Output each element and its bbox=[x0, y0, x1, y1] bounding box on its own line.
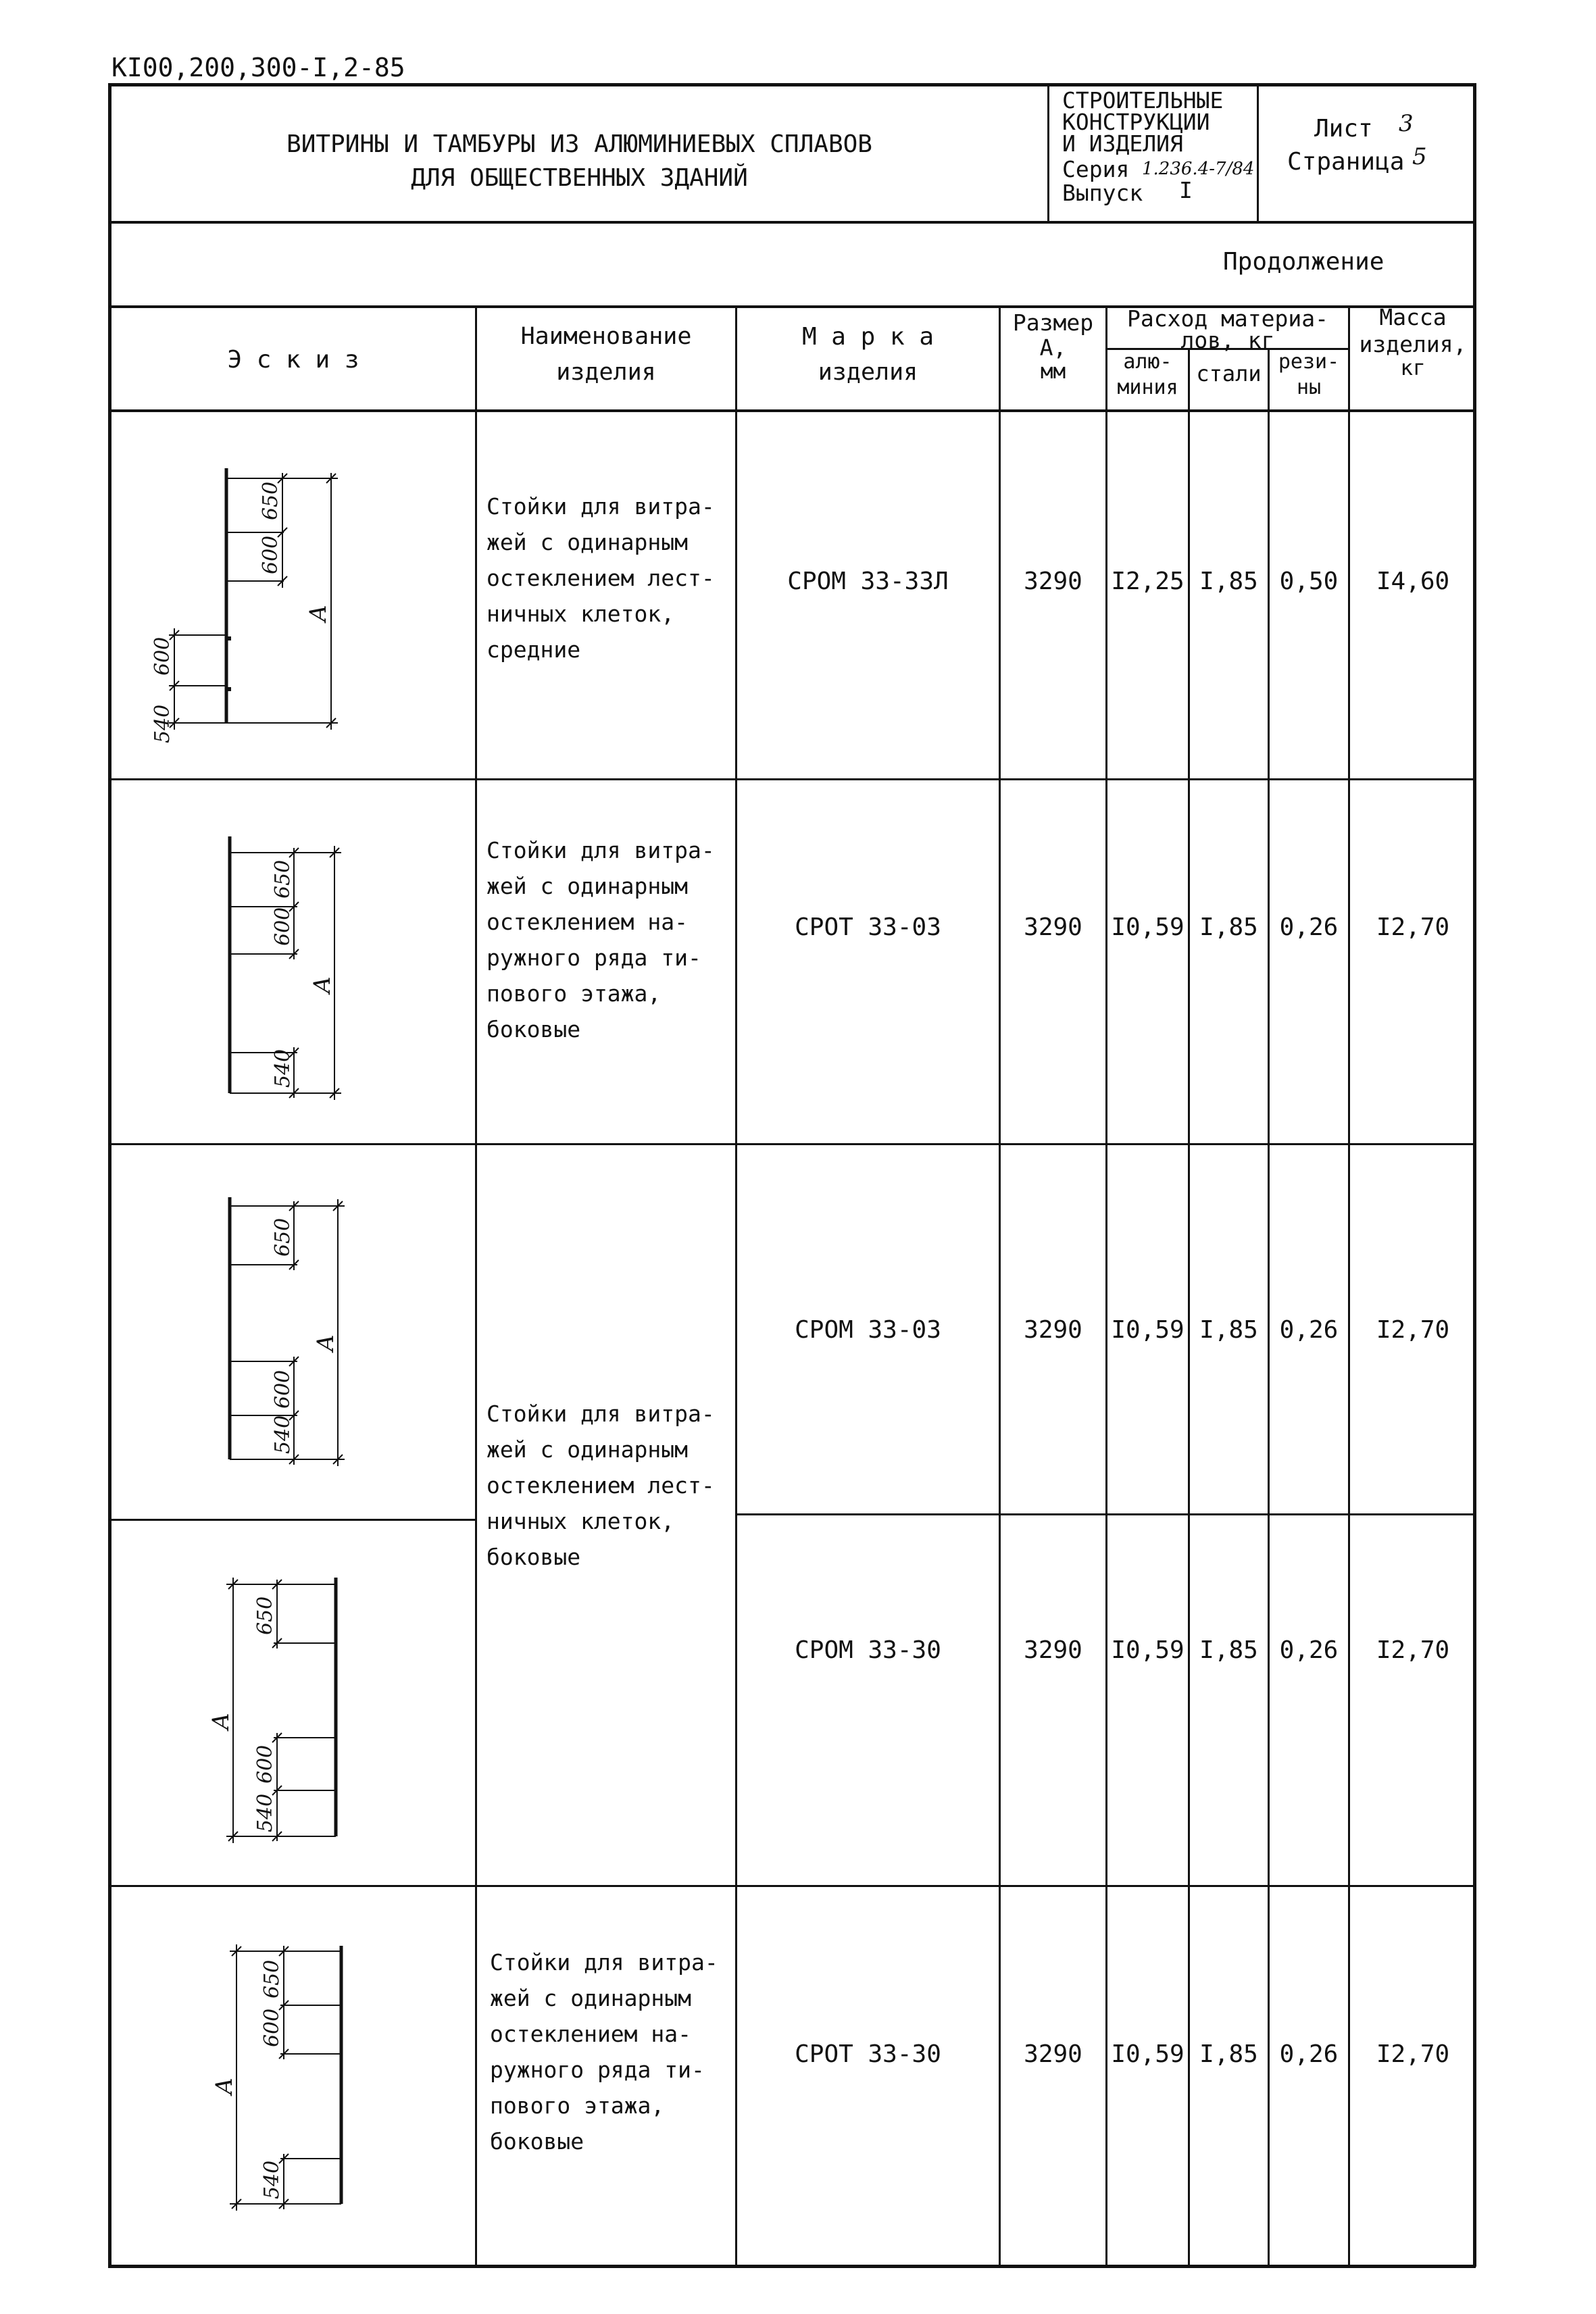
dim-label: 650 bbox=[271, 859, 295, 899]
col-size-3: мм bbox=[1040, 359, 1066, 384]
series-line-2: КОНСТРУКЦИИ bbox=[1062, 109, 1210, 135]
dim-label: 600 bbox=[271, 1369, 295, 1409]
title-line-1: ВИТРИНЫ И ТАМБУРЫ ИЗ АЛЮМИНИЕВЫХ СПЛАВОВ bbox=[286, 130, 872, 158]
row-steel: I,85 bbox=[1199, 913, 1258, 941]
row-aluminium: I2,25 bbox=[1111, 567, 1184, 595]
row-steel: I,85 bbox=[1199, 1315, 1258, 1344]
row-mark: СРОТ 33-30 bbox=[795, 2040, 941, 2068]
row-rubber: 0,26 bbox=[1279, 913, 1339, 941]
item-name-4: Стойки для витра- жей с одинарным остеклением на- ружного ряда ти- пового этажа, боковые bbox=[490, 1949, 718, 2155]
dim-label: 540 bbox=[151, 704, 174, 743]
col-mass-3: кг bbox=[1400, 356, 1426, 380]
row-size: 3290 bbox=[1024, 2040, 1082, 2068]
title-line-2: ДЛЯ ОБЩЕСТВЕННЫХ ЗДАНИЙ bbox=[411, 164, 748, 192]
item-name-2: Стойки для витра- жей с одинарным остеклением на- ружного ряда ти- пового этажа, боковые bbox=[487, 837, 715, 1042]
row-mass: I2,70 bbox=[1376, 1636, 1450, 1664]
series-label: Серия bbox=[1062, 156, 1130, 182]
dim-label: A bbox=[305, 605, 332, 622]
row-size: 3290 bbox=[1024, 913, 1082, 941]
dim-label: 650 bbox=[271, 1217, 295, 1257]
dim-label: 540 bbox=[260, 2160, 284, 2199]
dim-label: 600 bbox=[271, 907, 295, 946]
row-mass: I2,70 bbox=[1376, 2040, 1450, 2068]
issue-number: I bbox=[1179, 177, 1193, 203]
dim-label: 650 bbox=[253, 1596, 277, 1635]
col-mass-2: изделия, bbox=[1359, 331, 1467, 357]
item-name-3: Стойки для витра- жей с одинарным остеклением лест- ничных клеток, боковые bbox=[487, 1401, 715, 1570]
row-mark: СРОМ 33-30 bbox=[795, 1636, 941, 1664]
sheet-label: Лист bbox=[1314, 115, 1373, 143]
col-sketch: Э с к и з bbox=[227, 346, 359, 374]
row-mark: СРОМ 33-33Л bbox=[787, 567, 949, 595]
dim-label: 650 bbox=[259, 481, 282, 520]
col-aluminium-2: миния bbox=[1117, 376, 1178, 399]
col-mark-2: изделия bbox=[818, 359, 918, 386]
dim-label: 540 bbox=[271, 1415, 295, 1454]
series-number: 1.236.4-7/84 bbox=[1142, 159, 1255, 179]
item-name-1: Стойки для витра- жей с одинарным остеклением лест- ничных клеток, средние bbox=[487, 493, 715, 663]
dim-label: A bbox=[309, 976, 336, 993]
row-size: 3290 bbox=[1024, 1315, 1082, 1344]
row-aluminium: I0,59 bbox=[1111, 2040, 1184, 2068]
series-line-1: СТРОИТЕЛЬНЫЕ bbox=[1062, 87, 1224, 114]
dim-label: 600 bbox=[151, 636, 174, 676]
col-rubber-1: рези- bbox=[1278, 350, 1340, 374]
page-number: 5 bbox=[1412, 143, 1427, 170]
dim-label: 540 bbox=[253, 1793, 277, 1832]
row-aluminium: I0,59 bbox=[1111, 1315, 1184, 1344]
dim-label: 540 bbox=[271, 1049, 295, 1088]
col-mark-1: М а р к а bbox=[801, 323, 934, 351]
dim-label: 600 bbox=[259, 535, 282, 574]
row-aluminium: I0,59 bbox=[1111, 913, 1184, 941]
document-code: КI00,200,300-I,2-85 bbox=[111, 53, 405, 82]
row-rubber: 0,26 bbox=[1279, 2040, 1339, 2068]
row-rubber: 0,26 bbox=[1279, 1636, 1339, 1664]
col-size-2: А, bbox=[1039, 334, 1067, 361]
col-aluminium-1: алю- bbox=[1123, 350, 1172, 374]
dim-label: 650 bbox=[260, 1959, 284, 1998]
row-aluminium: I0,59 bbox=[1111, 1636, 1184, 1664]
col-name-1: Наименование bbox=[520, 323, 692, 350]
continuation-label: Продолжение bbox=[1223, 248, 1385, 276]
col-name-2: изделия bbox=[556, 359, 656, 386]
dim-label: 600 bbox=[260, 2008, 284, 2047]
row-rubber: 0,26 bbox=[1279, 1315, 1339, 1344]
series-line-3: И ИЗДЕЛИЯ bbox=[1062, 130, 1183, 157]
row-mass: I2,70 bbox=[1376, 913, 1450, 941]
dim-label: 600 bbox=[253, 1744, 277, 1784]
col-consumption-2: лов, кг bbox=[1180, 327, 1275, 353]
row-mass: I2,70 bbox=[1376, 1315, 1450, 1344]
col-steel: стали bbox=[1196, 361, 1262, 386]
row-rubber: 0,50 bbox=[1279, 567, 1339, 595]
sheet-number: 3 bbox=[1399, 110, 1414, 137]
col-size-1: Размер bbox=[1012, 309, 1094, 336]
col-consumption-1: Расход материа- bbox=[1126, 305, 1328, 332]
row-mark: СРОТ 33-03 bbox=[795, 913, 941, 941]
col-rubber-2: ны bbox=[1296, 376, 1322, 399]
page-label: Страница bbox=[1287, 148, 1405, 176]
dim-label: A bbox=[211, 2078, 238, 2094]
row-steel: I,85 bbox=[1199, 2040, 1258, 2068]
col-mass-1: Масса bbox=[1379, 304, 1447, 330]
row-size: 3290 bbox=[1024, 567, 1082, 595]
row-size: 3290 bbox=[1024, 1636, 1082, 1664]
issue-label: Выпуск bbox=[1062, 180, 1143, 206]
row-mark: СРОМ 33-03 bbox=[795, 1315, 941, 1344]
row-mass: I4,60 bbox=[1376, 567, 1450, 595]
dim-label: A bbox=[312, 1334, 339, 1351]
row-steel: I,85 bbox=[1199, 1636, 1258, 1664]
row-steel: I,85 bbox=[1199, 567, 1258, 595]
dim-label: A bbox=[207, 1713, 234, 1730]
